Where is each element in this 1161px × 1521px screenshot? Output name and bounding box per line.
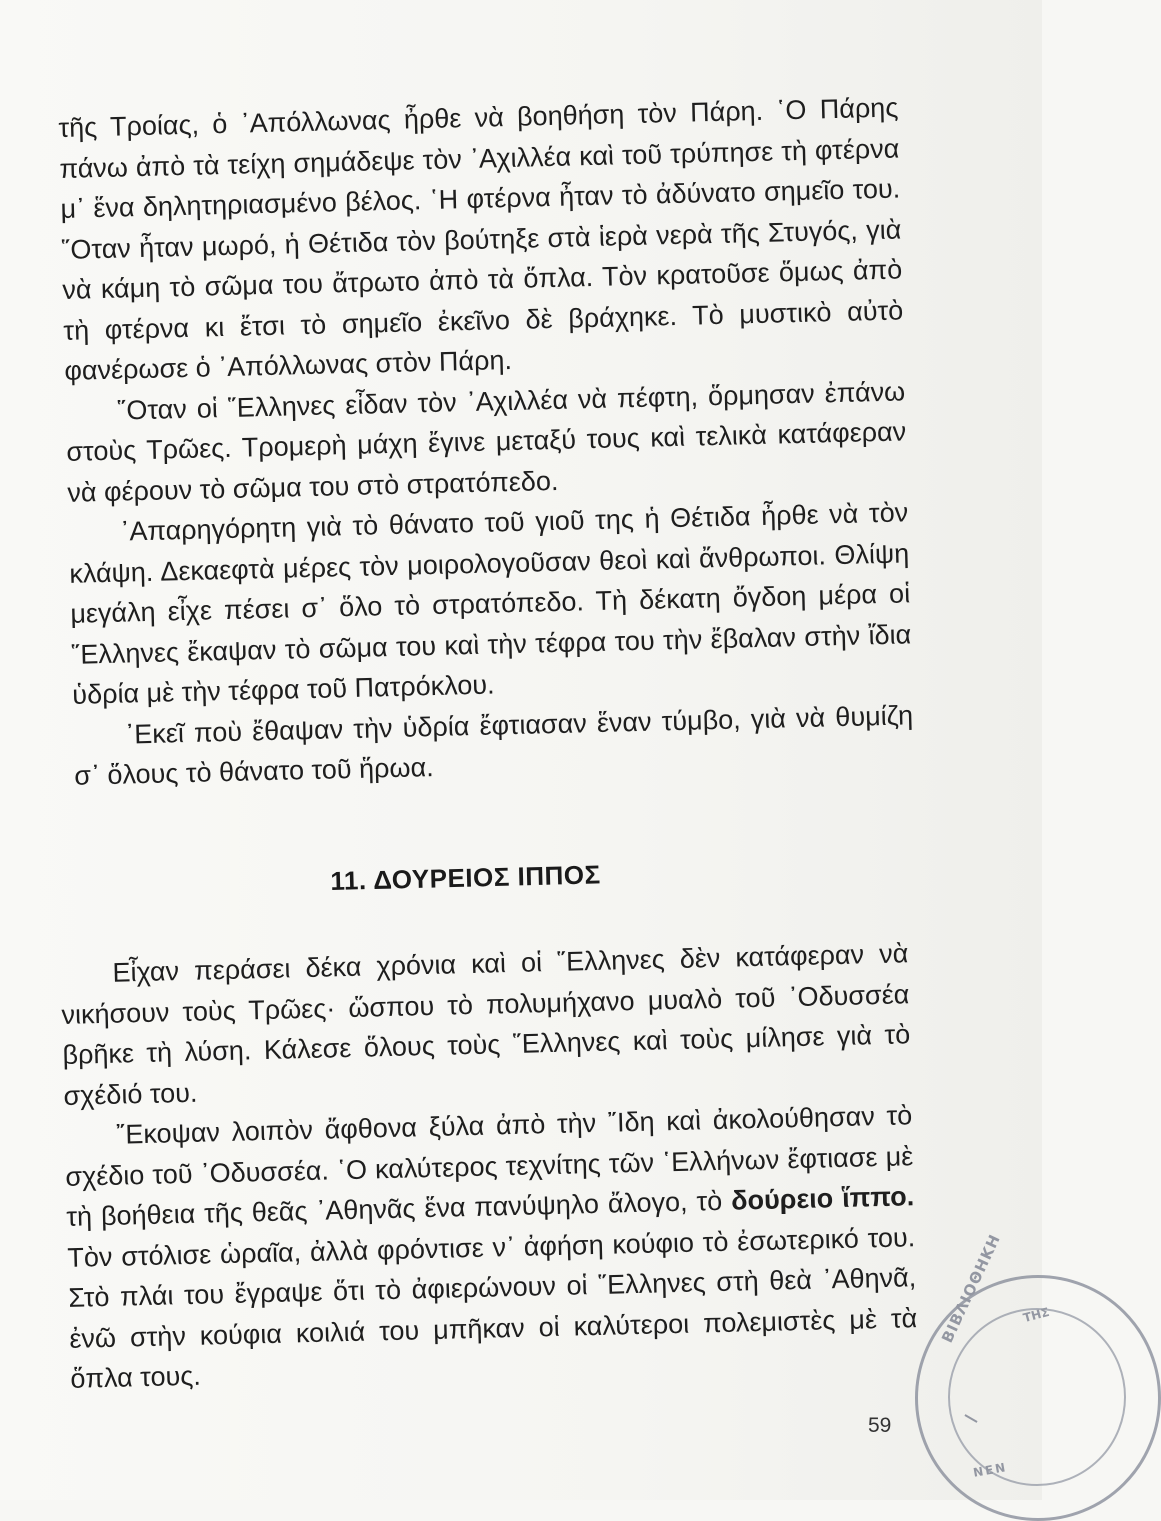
bold-term: δούρειο ἵππο. xyxy=(730,1181,915,1216)
paragraph-6-start: ῎Εκοψαν λοιπὸν ἄφθονα ξύλα ἀπὸ τὴν ῎Ιδη καὶ ἀκολούθησαν τὸ σχέδιο τοῦ ᾿Οδυσσέα. ῾Ο καλύτερος τεχνίτης τῶν ῾Ελλήνων ἔφτιασε μὲ τὴ βοήθεια τῆς θεᾶς ᾿Αθηνᾶς ἕνα πανύψηλο ἄλογο, xyxy=(65,1100,914,1232)
text-block-upper xyxy=(58,87,915,796)
stamp-top-text: ΤΗΣ xyxy=(1021,1304,1051,1326)
page-number: 59 xyxy=(868,1414,892,1437)
paragraph-group-upper xyxy=(58,87,915,796)
library-stamp xyxy=(915,1231,1161,1521)
paragraph-1: τῆς Τροίας, ὁ ᾿Απόλλωνας ἦρθε νὰ βοηθήση τὸν Πάρη. ῾Ο Πάρης πάνω ἀπὸ τὰ τείχη σημάδεψε τὸν ᾿Αχιλλέα καὶ τοῦ τρύπησε τὴ φτέρνα μ᾿ ἕνα δηλητηριασμένο βέλος. ῾Η φτέρνα ἦταν τὸ ἀδύνατο σημεῖο του. ῞Οταν ἦταν μωρό, ἡ Θέτιδα τὸν βούτηξε στὰ ἱερὰ νερὰ τῆς Στυγός, γιὰ νὰ κάμη τὸ σῶμα του ἄτρωτο ἀπὸ τὰ ὅπλα. Τὸν κρατοῦσε ὅμως ἀπὸ τὴ φτέρνα κι ἔτσι τὸ σημεῖο ἐκεῖνο δὲ βράχηκε. Τὸ μυστικὸ αὐτὸ φανέρωσε ὁ ᾿Απόλλωνας στὸν Πάρη. xyxy=(58,92,904,386)
paragraph-2: ῞Οταν οἱ ῞Ελληνες εἶδαν τὸν ᾿Αχιλλέα νὰ πέφτη, ὅρμησαν ἐπάνω στοὺς Τρῶες. Τρομερὴ μάχη ἔγινε μεταξύ τους καὶ τελικὰ κατάφεραν νὰ φέρουν τὸ σῶμα του στὸ στρατόπεδο. xyxy=(66,375,907,508)
chapter-heading: 11. ΔΟΥΡΕΙΟΣ ΙΠΠΟΣ xyxy=(330,859,602,896)
stamp-arc-text: ΒΙΒΛΙΟΘΗΚΗ xyxy=(938,1231,1005,1346)
paragraph-5: Εἶχαν περάσει δέκα χρόνια καὶ οἱ ῞Ελληνες δὲν κατάφεραν νὰ νικήσουν τοὺς Τρῶες· ὥσπου τὸ πολυμήχανο μυαλὸ τοῦ ᾿Οδυσσέα βρῆκε τὴ λύση. Κάλεσε ὅλους τοὺς ῞Ελληνες καὶ τοὺς μίλησε γιὰ τὸ σχέδιό του. xyxy=(61,938,911,1111)
paragraph-group-lower xyxy=(60,933,919,1399)
stamp-inner-ring xyxy=(948,1308,1126,1486)
paragraph-6-before-bold: τὸ xyxy=(696,1185,732,1217)
stamp-bottom-text: ΝΕΝ xyxy=(972,1460,1009,1480)
text-block-lower xyxy=(60,933,919,1399)
paragraph-6-after-bold: Τὸν στόλισε ὡραῖα, ἀλλὰ φρόντισε ν᾿ ἀφήση κούφιο τὸ ἐσωτερικό του. Στὸ πλάι του ἔγραψε ὅτι τὸ ἀφιερώνουν οἱ ῞Ελληνες στὴ θεὰ ᾿Αθηνᾶ, ἐνῶ στὴν κούφια κοιλιά του μπῆκαν οἱ καλύτεροι πολεμιστὲς μὲ τὰ ὅπλα τους. xyxy=(67,1221,918,1394)
paragraph-4: ᾿Εκεῖ ποὺ ἔθαψαν τὴν ὑδρία ἔφτιασαν ἕναν τύμβο, γιὰ νὰ θυμίζη σ᾿ ὅλους τὸ θάνατο τοῦ ἥρωα. xyxy=(73,699,914,791)
paragraph-3: ᾿Απαρηγόρητη γιὰ τὸ θάνατο τοῦ γιοῦ της ἡ Θέτιδα ἦρθε νὰ τὸν κλάψη. Δεκαεφτὰ μέρες τὸν μοιρολογοῦσαν θεοὶ καὶ ἄνθρωποι. Θλίψη μεγάλη εἶχε πέσει σ᾿ ὅλο τὸ στρατόπεδο. Τὴ δέκατη ὄγδοη μέρα οἱ ῞Ελληνες ἔκαψαν τὸ σῶμα του καὶ τὴν τέφρα του τὴν ἔβαλαν στὴν ἴδια ὑδρία μὲ τὴν τέφρα τοῦ Πατρόκλου. xyxy=(69,497,912,710)
paragraph-6 xyxy=(64,1095,919,1399)
